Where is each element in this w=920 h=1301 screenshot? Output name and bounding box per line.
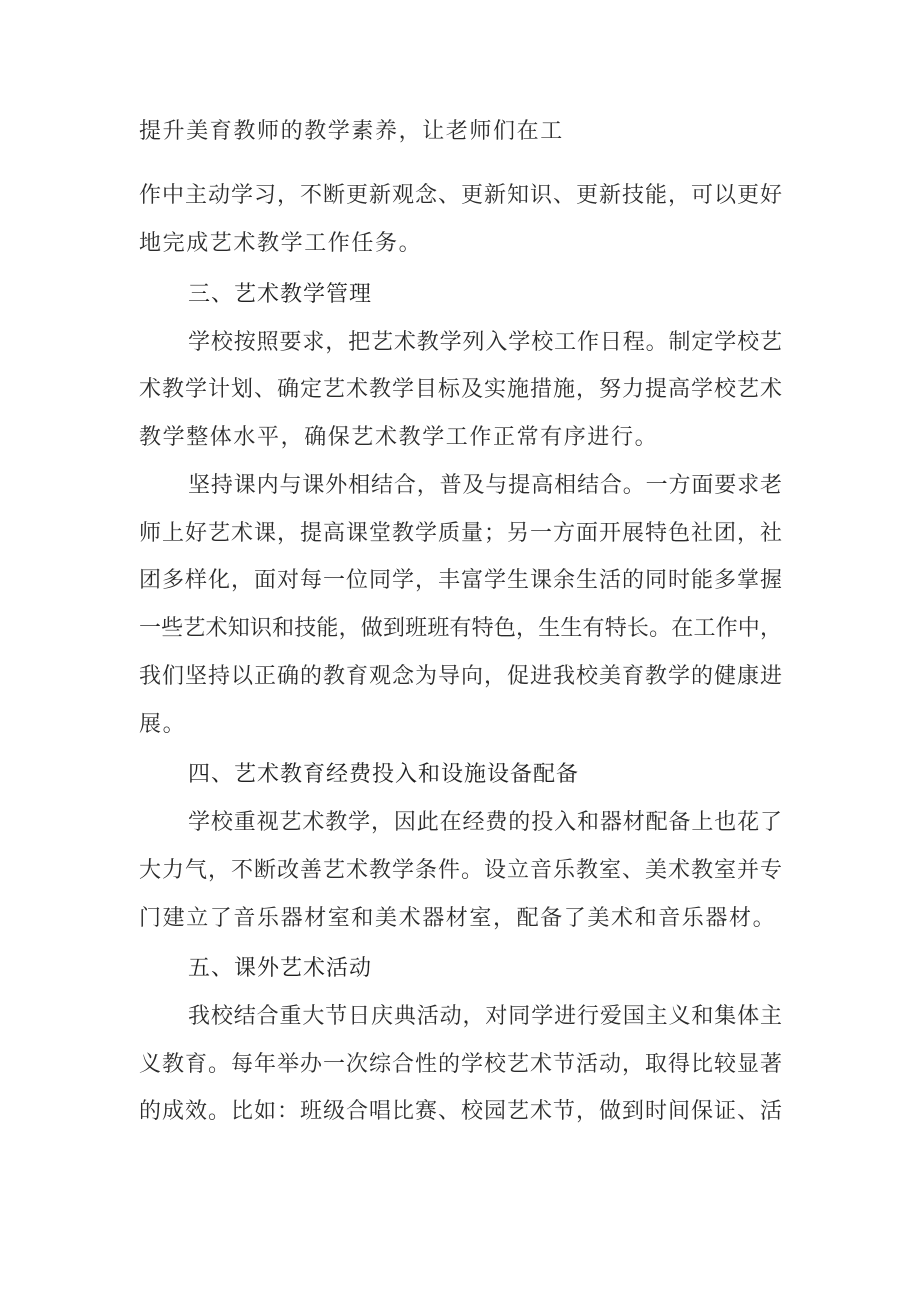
body-text-line: 一些艺术知识和技能，做到班班有特色，生生有特长。在工作中， [139,616,782,641]
body-text-line: 大力气，不断改善艺术教学条件。设立音乐教室、美术教室并专 [139,858,782,883]
body-text-line: 地完成艺术教学工作任务。 [139,231,423,256]
body-text-line: 学校按照要求，把艺术教学列入学校工作日程。制定学校艺 [188,330,782,355]
body-text-line: 展。 [139,712,187,737]
body-text-line: 的成效。比如：班级合唱比赛、校园艺术节，做到时间保证、活 [139,1099,782,1124]
section-heading-art-teaching-management: 三、艺术教学管理 [188,282,373,307]
body-text-line: 团多样化，面对每一位同学，丰富学生课余生活的同时能多掌握 [139,568,782,593]
body-text-line: 提升美育教师的教学素养，让老师们在工 [139,119,564,144]
body-text-line: 门建立了音乐器材室和美术器材室，配备了美术和音乐器材。 [139,906,777,931]
body-text-line: 我校结合重大节日庆典活动，对同学进行爱国主义和集体主 [188,1004,782,1029]
body-text-line: 教学整体水平，确保艺术教学工作正常有序进行。 [139,425,659,450]
body-text-line: 我们坚持以正确的教育观念为导向，促进我校美育教学的健康进 [139,664,782,689]
body-text-line: 师上好艺术课，提高课堂教学质量；另一方面开展特色社团，社 [139,521,782,546]
body-text-line: 坚持课内与课外相结合，普及与提高相结合。一方面要求老 [188,473,782,498]
body-text-line: 学校重视艺术教学，因此在经费的投入和器材配备上也花了 [188,810,782,835]
section-heading-extracurricular-activities: 五、课外艺术活动 [188,956,373,981]
section-heading-funding-and-facilities: 四、艺术教育经费投入和设施设备配备 [188,762,580,787]
body-text-line: 术教学计划、确定艺术教学目标及实施措施，努力提高学校艺术 [139,377,782,402]
body-text-line: 义教育。每年举办一次综合性的学校艺术节活动，取得比较显著 [139,1052,782,1077]
body-text-line: 作中主动学习，不断更新观念、更新知识、更新技能，可以更好 [139,183,782,208]
